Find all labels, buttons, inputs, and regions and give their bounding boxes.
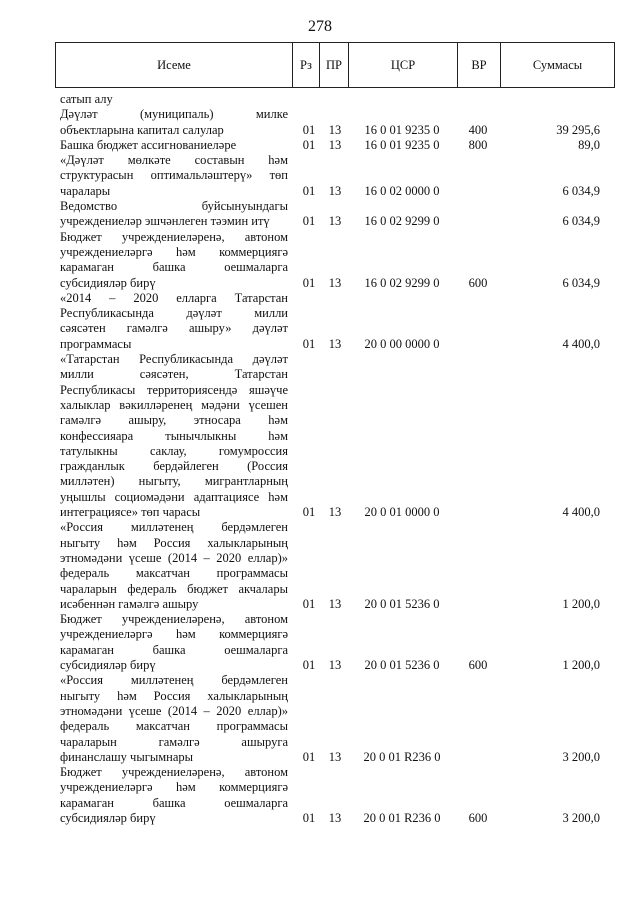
header-rz: Рз: [293, 43, 320, 88]
description-line: субсидияләр бирү: [60, 658, 156, 673]
page-number: 278: [308, 18, 332, 35]
row-description: [60, 92, 288, 107]
cell-rz: 01: [302, 137, 316, 152]
cell-sum: 1 200,0: [562, 658, 600, 673]
description-line: исәбеннән гамәлгә ашыру: [60, 596, 199, 611]
description-line: карамаган башка оешмаларга: [60, 642, 288, 657]
description-line: Бюджет учреждениеләренә, автоном: [60, 612, 288, 627]
table-row: [0, 138, 640, 153]
description-line: «Россия милләтенең бердәмлеген: [60, 673, 288, 688]
cell-pr: 13: [328, 749, 342, 764]
header-sum: Суммасы: [501, 43, 615, 88]
description-line: интеграциясе» төп чарасы: [60, 505, 201, 520]
cell-rz: 01: [302, 505, 316, 520]
header-name: Исеме: [56, 43, 293, 88]
cell-rz: 01: [302, 122, 316, 137]
cell-csr: 16 0 01 9235 0: [364, 137, 440, 152]
cell-rz: 01: [302, 275, 316, 290]
cell-rz: 01: [302, 658, 316, 673]
table-row: [0, 673, 640, 765]
cell-sum: 1 200,0: [562, 596, 600, 611]
header-pr: ПР: [320, 43, 349, 88]
description-line: татулыкны саклау, гомумроссия: [60, 443, 288, 458]
cell-csr: 16 0 02 9299 0: [364, 214, 440, 229]
description-line: программасы: [60, 336, 132, 351]
cell-csr: 16 0 01 9235 0: [364, 122, 440, 137]
description-line: Республикасында дәүләт милли: [60, 306, 288, 321]
cell-sum: 3 200,0: [562, 811, 600, 826]
description-line: Башка бюджет ассигнованиеләре: [60, 137, 237, 152]
cell-csr: 20 0 01 0000 0: [364, 505, 440, 520]
row-description: [60, 291, 288, 352]
description-line: Бюджет учреждениеләренә, автоном: [60, 229, 288, 244]
table-row: [0, 199, 640, 230]
table-row: [0, 520, 640, 612]
cell-pr: 13: [328, 275, 342, 290]
description-line: учреждениеләргә һәм коммерциягә: [60, 244, 288, 259]
row-description: [60, 673, 288, 765]
cell-csr: 20 0 01 5236 0: [364, 596, 440, 611]
cell-rz: 01: [302, 749, 316, 764]
cell-vr: 800: [468, 137, 488, 152]
description-line: федераль максатчан программасы: [60, 566, 288, 581]
row-description: [60, 612, 288, 673]
description-line: ныгыту һәм Россия халыкларының: [60, 535, 288, 550]
cell-sum: 4 400,0: [562, 505, 600, 520]
cell-rz: 01: [302, 596, 316, 611]
cell-csr: 16 0 02 9299 0: [364, 275, 440, 290]
cell-csr: 20 0 01 R236 0: [363, 811, 441, 826]
description-line: сатып алу: [60, 92, 113, 106]
description-line: ныгыту һәм Россия халыкларының: [60, 688, 288, 703]
header-vr: ВР: [458, 43, 501, 88]
table-header: [55, 42, 615, 88]
cell-sum: 3 200,0: [562, 749, 600, 764]
description-line: этномәдәни үсеше (2014 – 2020 еллар)»: [60, 550, 288, 565]
description-line: объектларына капитал салулар: [60, 122, 224, 137]
description-line: карамаган башка оешмаларга: [60, 260, 288, 275]
description-line: милли сәясәтен, Татарстан: [60, 367, 288, 382]
row-description: [60, 138, 288, 153]
row-description: [60, 107, 288, 138]
cell-rz: 01: [302, 336, 316, 351]
description-line: конфессияара тынычлыкны һәм: [60, 428, 288, 443]
description-line: милләтен) ныгыту, мигрантларның: [60, 474, 288, 489]
table-row: [0, 230, 640, 291]
cell-sum: 6 034,9: [562, 183, 600, 198]
description-line: сәясәтен гамәлгә ашыру» дәүләт: [60, 321, 288, 336]
description-line: карамаган башка оешмаларга: [60, 795, 288, 810]
description-line: учреждениеләр эшчәнлеген тәэмин итү: [60, 214, 270, 229]
description-line: «2014 – 2020 елларга Татарстан: [60, 290, 288, 305]
cell-rz: 01: [302, 183, 316, 198]
description-line: учреждениеләргә һәм коммерциягә: [60, 627, 288, 642]
row-description: [60, 230, 288, 291]
cell-sum: 4 400,0: [562, 336, 600, 351]
table-row: [0, 291, 640, 352]
row-description: [60, 199, 288, 230]
description-line: уңышлы социомәдәни адаптациясе һәм: [60, 489, 288, 504]
table-row: [0, 612, 640, 673]
cell-sum: 39 295,6: [556, 122, 600, 137]
cell-pr: 13: [328, 336, 342, 351]
cell-pr: 13: [328, 505, 342, 520]
row-description: [60, 520, 288, 612]
cell-vr: 600: [468, 658, 488, 673]
cell-pr: 13: [328, 183, 342, 198]
row-description: [60, 153, 288, 199]
description-line: Бюджет учреждениеләренә, автоном: [60, 765, 288, 780]
table-row: [0, 352, 640, 520]
cell-vr: 400: [468, 122, 488, 137]
cell-vr: 600: [468, 275, 488, 290]
cell-sum: 89,0: [578, 137, 600, 152]
description-line: «Татарстан Республикасында дәүләт: [60, 352, 288, 367]
description-line: субсидияләр бирү: [60, 275, 156, 290]
cell-rz: 01: [302, 214, 316, 229]
cell-csr: 20 0 01 5236 0: [364, 658, 440, 673]
description-line: финанслашу чыгымнары: [60, 749, 194, 764]
description-line: федераль максатчан программасы: [60, 719, 288, 734]
cell-pr: 13: [328, 214, 342, 229]
table-row: [0, 765, 640, 826]
description-line: гамәлгә ашыру, этносара һәм: [60, 413, 288, 428]
description-line: «Россия милләтенең бердәмлеген: [60, 520, 288, 535]
description-line: гражданлык бердәйлеген (Россия: [60, 459, 288, 474]
row-description: [60, 765, 288, 826]
cell-pr: 13: [328, 658, 342, 673]
table-row: [0, 92, 640, 107]
description-line: чараларын федераль бюджет акчалары: [60, 581, 288, 596]
cell-csr: 16 0 02 0000 0: [364, 183, 440, 198]
cell-pr: 13: [328, 137, 342, 152]
description-line: халыклар вәкилләренең мәдәни үсешен: [60, 397, 288, 412]
cell-pr: 13: [328, 811, 342, 826]
table-row: [0, 107, 640, 138]
cell-rz: 01: [302, 811, 316, 826]
description-line: этномәдәни үсеше (2014 – 2020 еллар)»: [60, 703, 288, 718]
description-line: структурасын оптимальләштерү» төп: [60, 168, 288, 183]
description-line: чараларын гамәлгә ашыруга: [60, 734, 288, 749]
cell-pr: 13: [328, 122, 342, 137]
cell-sum: 6 034,9: [562, 275, 600, 290]
description-line: субсидияләр бирү: [60, 811, 156, 826]
cell-vr: 600: [468, 811, 488, 826]
cell-csr: 20 0 00 0000 0: [364, 336, 440, 351]
description-line: «Дәүләт мөлкәте составын һәм: [60, 153, 288, 168]
cell-sum: 6 034,9: [562, 214, 600, 229]
table-row: [0, 153, 640, 199]
header-csr: ЦСР: [349, 43, 458, 88]
description-line: учреждениеләргә һәм коммерциягә: [60, 780, 288, 795]
description-line: чаралары: [60, 183, 111, 198]
description-line: Республикасы территориясендә яшәүче: [60, 382, 288, 397]
cell-csr: 20 0 01 R236 0: [363, 749, 441, 764]
cell-pr: 13: [328, 596, 342, 611]
description-line: Дәүләт (муниципаль) милке: [60, 107, 288, 122]
row-description: [60, 352, 288, 520]
description-line: Ведомство буйсынуындагы: [60, 199, 288, 214]
